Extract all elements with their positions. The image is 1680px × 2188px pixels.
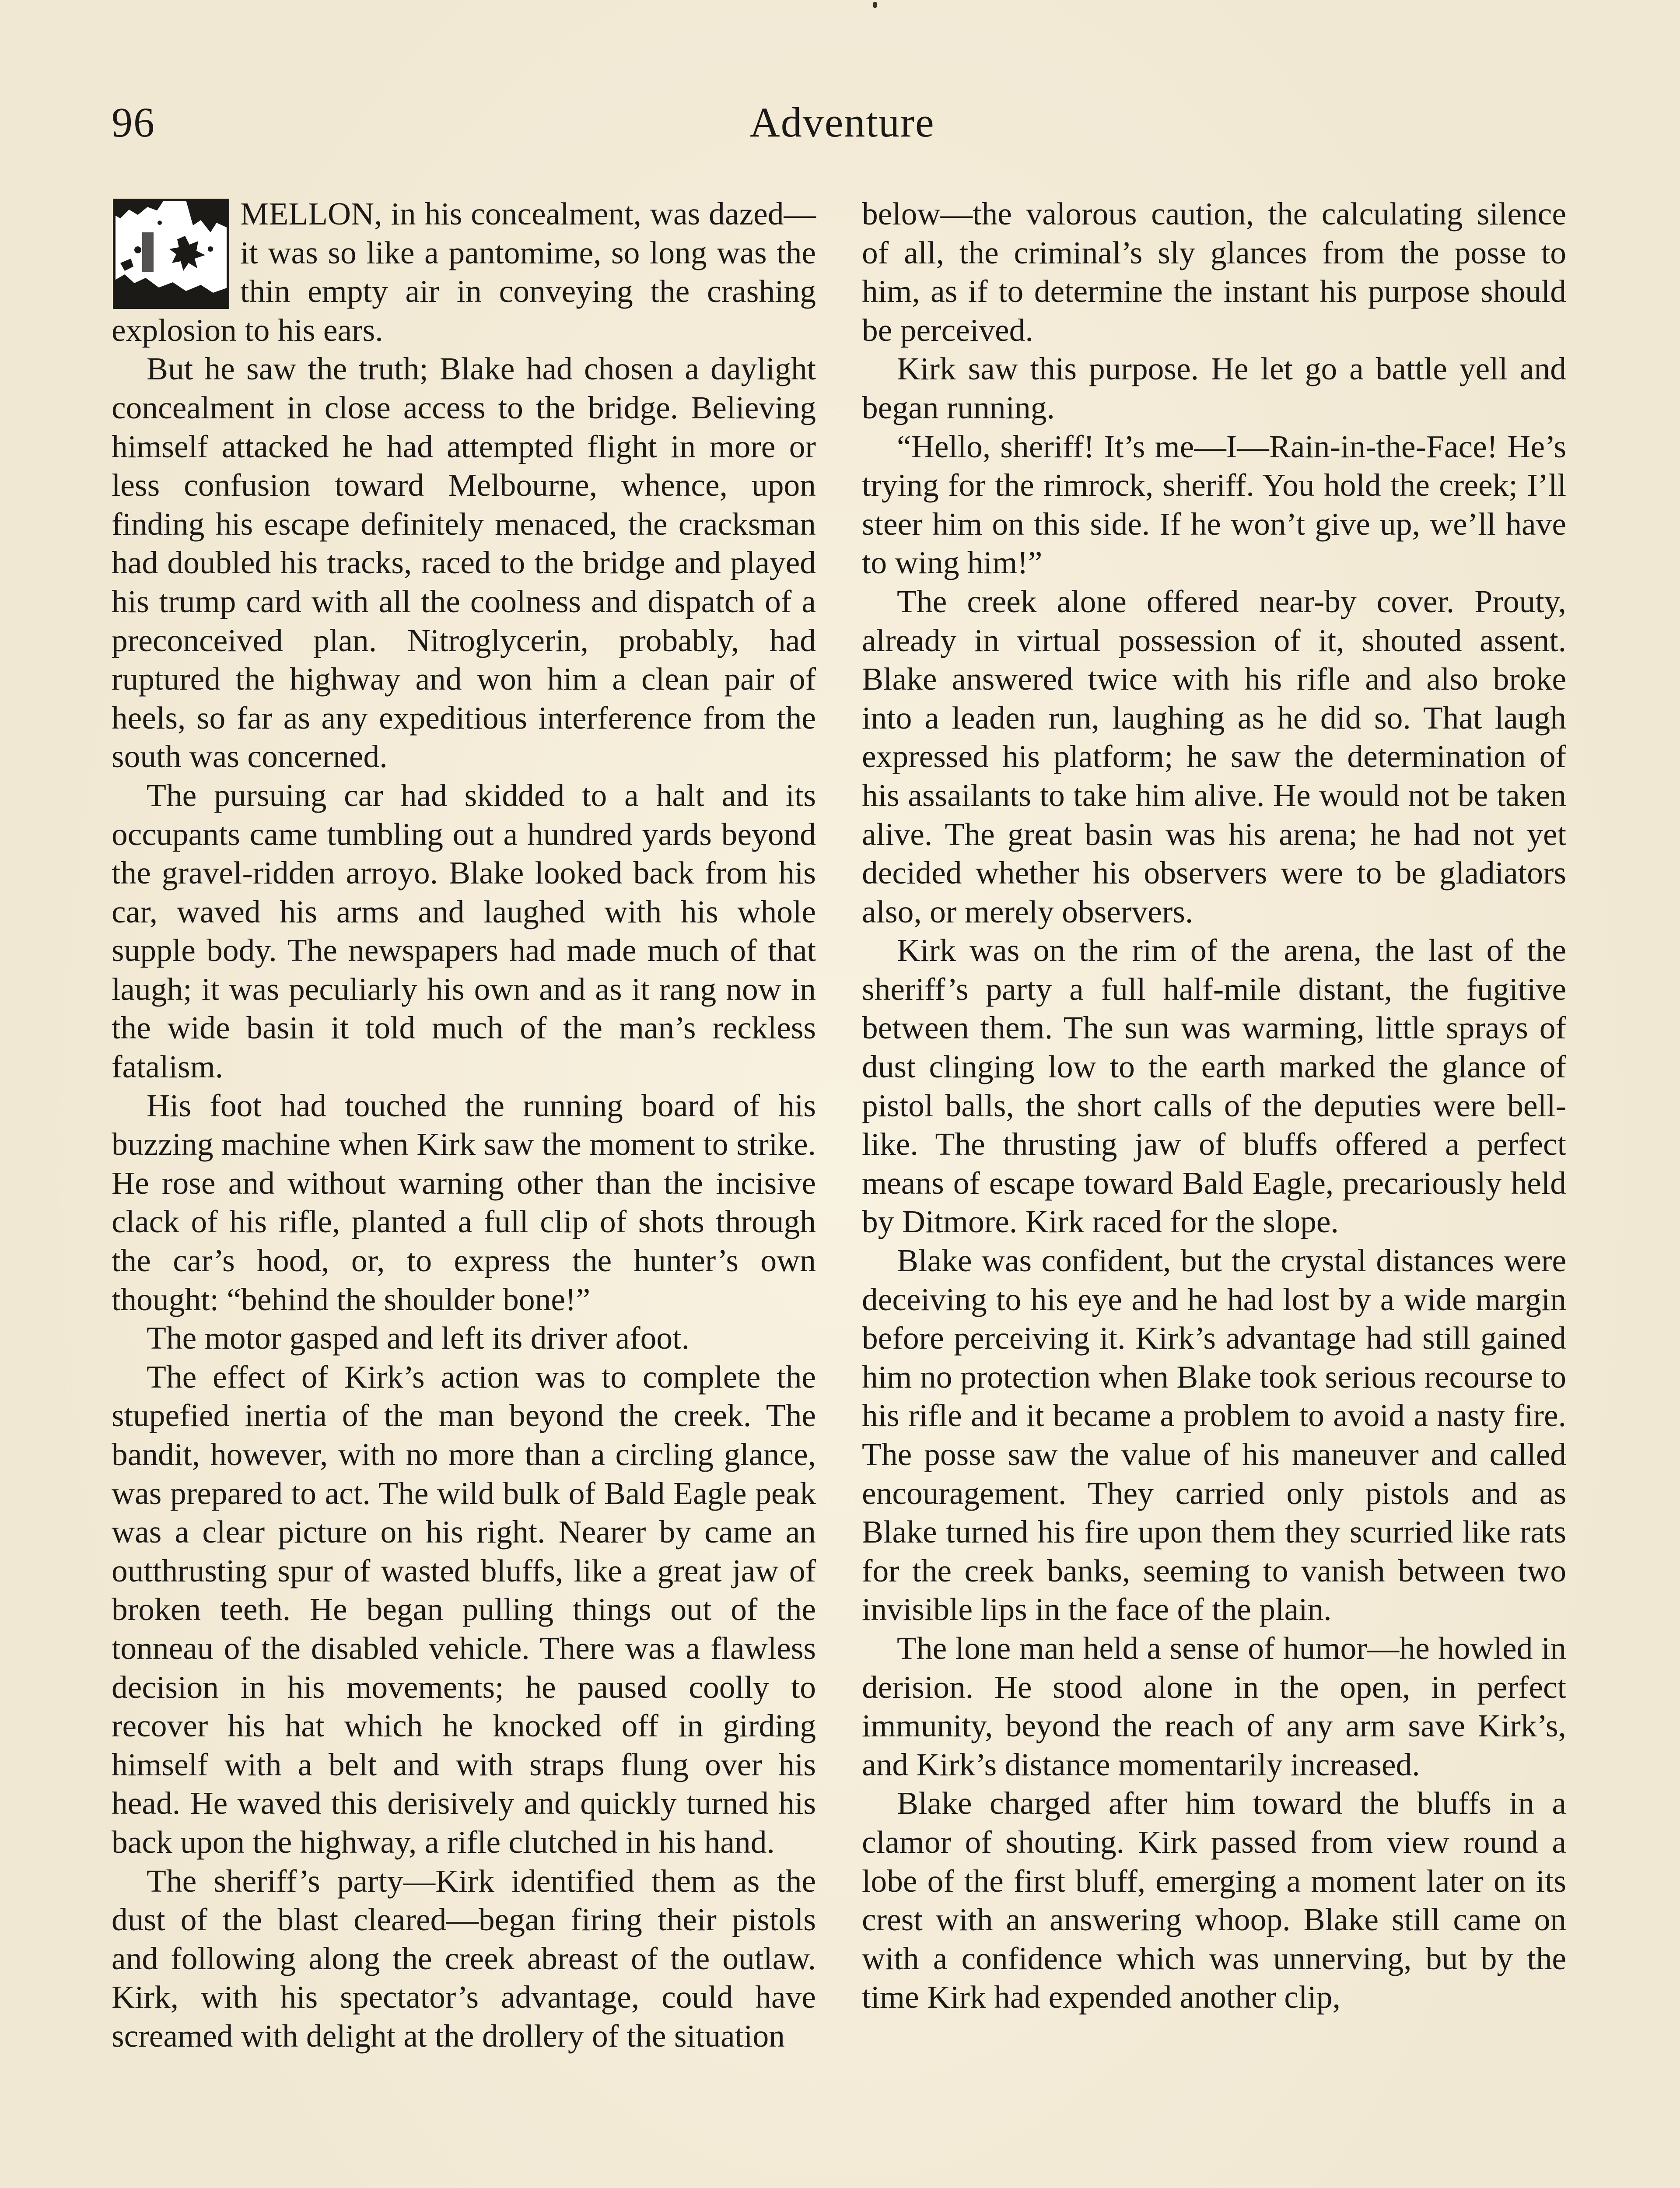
paragraph: MELLON, in his concealment, was dazed—it was so like a pantomime, so long was the thin empty air in conveying the crashing explosion to his ears. [112,196,816,348]
paragraph: The pursuing car had skidded to a halt and its occupants came tumbling out a hundred yards beyond the gravel-ridden arroyo. Blake looked back from his car, waved his arms and laughed with his whole supple body. The newspapers had made much of that laugh; it was peculiarly his own and as it rang now in the wide basin it told much of the man’s reckless fatalism. [112,777,816,1085]
right-column [862,195,1566,2017]
paragraph: Kirk was on the rim of the arena, the last of the sheriff’s party a full half-mile distant, the fugitive between them. The sun was warming, little sprays of dust clinging low to the earth marked the glance of pistol balls, the short calls of the deputies were bell-like. The thrusting jaw of bluffs offered a perfect means of escape toward Bald Eagle, precariously held by Ditmore. Kirk raced for the slope. [862,933,1566,1240]
paragraph: The creek alone offered near-by cover. Prouty, already in virtual possession of it, shouted assent. Blake answered twice with his rifle and also broke into a leaden run, laughing as he did so. That laugh expressed his platform; he saw the determination of his assailants to take him alive. He would not be taken alive. The great basin was his arena; he had not yet decided whether his observers were to be gladiators also, or merely observers. [862,583,1566,929]
paragraph: His foot had touched the running board of his buzzing machine when Kirk saw the moment to strike. He rose and without warning other than the incisive clack of his rifle, planted a full clip of shots through the car’s hood, or, to express the hunter’s own thought: “behind the shoulder bone!” [112,1087,816,1317]
left-column [112,195,816,2056]
paragraph: But he saw the truth; Blake had chosen a daylight concealment in close access to the bridge. Believing himself attacked he had attempted flight in more or less confusion toward Melbourne, whence, upon finding his escape definitely menaced, the cracksman had doubled his tracks, raced to the bridge and played his trump card with all the coolness and dispatch of a preconceived plan. Nitroglycerin, probably, had ruptured the highway and won him a clean pair of heels, so far as any expeditious interference from the south was concerned. [112,351,816,775]
running-title: Adventure [749,99,935,146]
paragraph: Blake was confident, but the crystal distances were deceiving to his eye and he had lost by a wide margin before perceiving it. Kirk’s advantage had still gained him no protection when Blake took serious recourse to his rifle and it became a problem to avoid a nasty fire. The posse saw the value of his maneuver and called encouragement. They carried only pistols and as Blake turned his fire upon them they scurried like rats for the creek banks, seeming to vanish between two invisible lips in the face of the plain. [862,1243,1566,1627]
paragraph: The sheriff’s party—Kirk identified them as the dust of the blast cleared—began firing their pistols and following along the creek abreast of the outlaw. Kirk, with his spectator’s advantage, could have screamed with delight at the drollery of the situation [112,1863,816,2054]
drop-cap-e-ornament [112,197,231,310]
page-number: 96 [112,99,155,146]
paragraph: The effect of Kirk’s action was to complete the stupefied inertia of the man beyond the creek. The bandit, however, with no more than a circling glance, was prepared to act. The wild bulk of Bald Eagle peak was a clear picture on his right. Nearer by came an outthrusting spur of wasted bluffs, like a great jaw of broken teeth. He began pulling things out of the tonneau of the disabled vehicle. There was a flawless decision in his movements; he paused coolly to recover his hat which he knocked off in girding himself with a belt and with straps flung over his head. He waved this derisively and quickly turned his back upon the highway, a rifle clutched in his hand. [112,1359,816,1860]
ink-speck [873,2,877,8]
paragraph: “Hello, sheriff! It’s me—I—Rain-in-the-Face! He’s trying for the rimrock, sheriff. You hold the creek; I’ll steer him on this side. If he won’t give up, we’ll have to wing him!” [862,428,1566,581]
page-header [112,94,1573,151]
paragraph: The lone man held a sense of humor—he howled in derision. He stood alone in the open, in perfect immunity, beyond the reach of any arm save Kirk’s, and Kirk’s distance momentarily increased. [862,1630,1566,1782]
paragraph: Blake charged after him toward the bluffs in a clamor of shouting. Kirk passed from view round a lobe of the first bluff, emerging a moment later on its crest with an answering whoop. Blake still came on with a confidence which was unnerving, but by the time Kirk had expended another clip, [862,1785,1566,2015]
paragraph: The motor gasped and left its driver afoot. [147,1320,690,1356]
paragraph: below—the valorous caution, the calculating silence of all, the criminal’s sly glances from the posse to him, as if to determine the instant his purpose should be perceived. [862,196,1566,348]
paragraph: Kirk saw this purpose. He let go a battle yell and began running. [862,351,1566,425]
ornamental-initial-icon [112,197,231,310]
